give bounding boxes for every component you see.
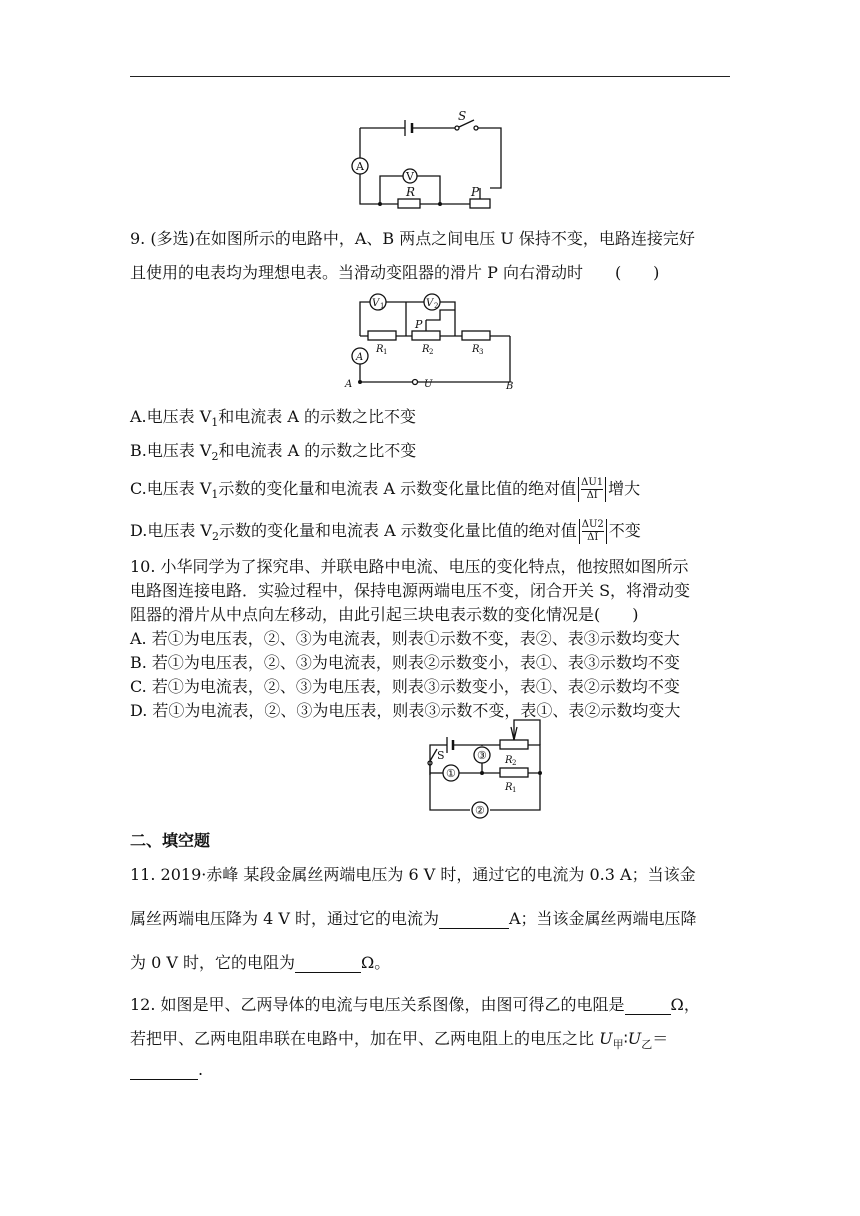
switch-label: S (437, 749, 445, 762)
svg-text:R: R (505, 782, 513, 793)
svg-text:2: 2 (429, 348, 434, 356)
svg-text:2: 2 (512, 759, 517, 767)
header-rule (130, 76, 730, 77)
q10-option-d: D. 若①为电流表，②、③为电压表，则表③示数不变，表①、表②示数均变大 (130, 701, 681, 720)
circuit-figure-q9 (340, 290, 530, 390)
answer-blank[interactable] (625, 995, 671, 1015)
svg-text:1: 1 (512, 786, 517, 794)
q12-line-2: 若把甲、乙两电阻串联在电路中，加在甲、乙两电阻上的电压之比 $U_甲∶U_乙=$ (130, 1029, 669, 1052)
svg-text:2: 2 (434, 302, 439, 310)
q11-line-3: 为 0 V 时，它的电阻为 Ω。 (130, 953, 391, 972)
svg-text:1: 1 (383, 348, 388, 356)
p-label: P (415, 318, 423, 331)
q9-option-d: D.电压表 $V_2$示数的变化量和电流表 A 示数变化量比值的绝对值 $\frac{\Delta U2}{\Delta I}$ 不变 (130, 519, 641, 544)
q12-line-1: 12. 如图是甲、乙两导体的电流与电压关系图像，由图可得乙的电阻是 Ω， (130, 995, 700, 1014)
fraction: $\frac{\Delta U1}{\Delta I}$ (578, 477, 606, 502)
svg-text:R: R (422, 344, 430, 355)
answer-blank[interactable] (295, 953, 361, 973)
svg-text:3: 3 (479, 348, 484, 356)
q11-line-1: 11. 2019·赤峰 某段金属丝两端电压为 6 V 时，通过它的电流为 0.3 A；当该金 (130, 865, 696, 884)
ammeter-label: A (356, 160, 364, 173)
circuit-figure-q10 (425, 715, 555, 825)
meter-3-label: ③ (477, 749, 487, 762)
q11-line-2: 属丝两端电压降为 4 V 时，通过它的电流为 A；当该金属丝两端电压降 (130, 909, 697, 928)
svg-text:1: 1 (380, 302, 385, 310)
svg-text:R: R (505, 755, 513, 766)
v1-label: V (372, 298, 380, 309)
q9-stem-2: 且使用的电表均为理想电表。当滑动变阻器的滑片 P 向右滑动时 ( ) (130, 263, 660, 282)
q9-option-a: A.电压表 $V_1$和电流表 A 的示数之比不变 (130, 407, 417, 430)
q10-stem-3: 阻器的滑片从中点向左移动，由此引起三块电表示数的变化情况是( ) (130, 605, 639, 624)
q10-stem-2: 电路图连接电路．实验过程中，保持电源两端电压不变，闭合开关 S，将滑动变 (130, 581, 691, 600)
svg-text:A: A (345, 379, 353, 390)
v2-label: V (426, 298, 434, 309)
ammeter-label: A (356, 352, 364, 363)
svg-text:U: U (424, 379, 433, 390)
q9-option-b: B.电压表 $V_2$和电流表 A 的示数之比不变 (130, 441, 417, 464)
q9-stem-1: 9. (多选)在如图所示的电路中，A、B 两点之间电压 U 保持不变，电路连接完好 (130, 229, 695, 248)
resistor-label: R (406, 185, 416, 199)
slider-label: P (471, 185, 480, 199)
answer-blank[interactable] (439, 909, 509, 929)
q9-option-c: C.电压表 $V_1$示数的变化量和电流表 A 示数变化量比值的绝对值 $\frac{\Delta U1}{\Delta I}$ 增大 (130, 477, 641, 502)
q10-option-b: B. 若①为电压表，②、③为电流表，则表②示数变小，表①、表③示数均不变 (130, 653, 680, 672)
svg-text:B: B (506, 381, 514, 392)
q12-line-3: . (130, 1060, 203, 1080)
meter-1-label: ① (446, 767, 456, 780)
voltmeter-label: V (406, 170, 414, 183)
section-heading: 二、填空题 (130, 831, 211, 850)
svg-text:R: R (376, 344, 384, 355)
q10-option-c: C. 若①为电流表，②、③为电压表，则表③示数变小，表①、表②示数均不变 (130, 677, 680, 696)
circuit-figure-q8 (350, 108, 510, 213)
q10-option-a: A. 若①为电压表，②、③为电流表，则表①示数不变，表②、表③示数均变大 (130, 629, 680, 648)
fraction: $\frac{\Delta U2}{\Delta I}$ (579, 519, 607, 544)
answer-blank[interactable] (130, 1060, 198, 1080)
svg-text:R: R (472, 344, 480, 355)
meter-2-label: ② (475, 804, 485, 817)
q10-stem-1: 10. 小华同学为了探究串、并联电路中电流、电压的变化特点，他按照如图所示 (130, 557, 689, 576)
switch-label: S (458, 109, 467, 123)
